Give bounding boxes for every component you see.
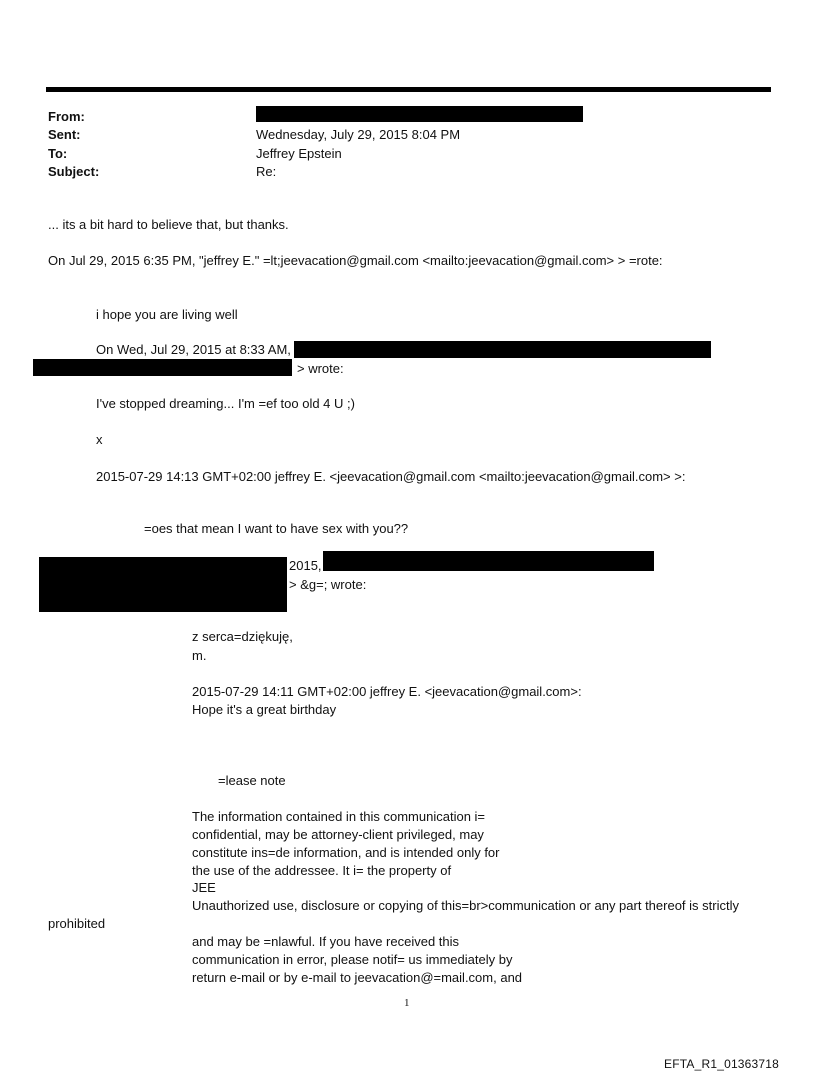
- to-value: Jeffrey Epstein: [256, 146, 342, 161]
- subject-value: Re:: [256, 164, 277, 179]
- disclaimer-line-10: return e-mail or by e-mail to jeevacation@=mail.com, and: [192, 970, 523, 985]
- quote1-line-6: 2015-07-29 14:13 GMT+02:00 jeffrey E. <jeevacation@gmail.com <mailto:jeevacation@gmail.com> >:: [96, 469, 686, 484]
- header-rule: [46, 87, 771, 92]
- redacted-block-3: [39, 557, 287, 612]
- disclaimer-line-3: constitute ins=de information, and is intended only for: [192, 845, 500, 860]
- quote3-line-3: 2015-07-29 14:11 GMT+02:00 jeffrey E. <jeevacation@gmail.com>:: [192, 684, 582, 699]
- document-id: EFTA_R1_01363718: [664, 1057, 780, 1071]
- quote2-line-2: 2015,: [289, 558, 322, 573]
- sent-value: Wednesday, July 29, 2015 8:04 PM: [256, 127, 461, 142]
- quote1-line-5: x: [96, 432, 103, 447]
- quote3-line-5: =lease note: [218, 773, 286, 788]
- quote1-line-4: I've stopped dreaming... I'm =ef too old 4 U ;): [96, 396, 355, 411]
- disclaimer-line-8: and may be =nlawful. If you have received this: [192, 934, 460, 949]
- quote2-line-3: > &g=; wrote:: [289, 577, 367, 592]
- quote1-line-3: > wrote:: [297, 361, 344, 376]
- disclaimer-line-6: Unauthorized use, disclosure or copying of this=br>communication or any part thereof is strictly: [192, 898, 739, 913]
- quote1-line-2: On Wed, Jul 29, 2015 at 8:33 AM,: [96, 342, 291, 357]
- disclaimer-line-7: prohibited: [48, 916, 106, 931]
- body-line-1: ... its a bit hard to believe that, but thanks.: [48, 217, 289, 232]
- quote1-line-1: i hope you are living well: [96, 307, 238, 322]
- disclaimer-line-5: JEE: [192, 880, 216, 895]
- disclaimer-line-9: communication in error, please notif= us immediately by: [192, 952, 513, 967]
- from-label: From:: [48, 109, 85, 124]
- body-line-2: On Jul 29, 2015 6:35 PM, "jeffrey E." =lt;jeevacation@gmail.com <mailto:jeevacation@gmail.com> > =rote:: [48, 253, 663, 268]
- sent-label: Sent:: [48, 127, 81, 142]
- disclaimer-line-4: the use of the addressee. It i= the property of: [192, 863, 452, 878]
- redacted-sender: [256, 106, 583, 122]
- subject-label: Subject:: [48, 164, 100, 179]
- quote3-line-2: m.: [192, 648, 207, 663]
- disclaimer-line-1: The information contained in this communication i=: [192, 809, 486, 824]
- quote3-line-1: z serca=dziękuję,: [192, 629, 293, 644]
- quote2-line-1: =oes that mean I want to have sex with you??: [144, 521, 409, 536]
- redacted-block-4: [323, 551, 654, 571]
- redacted-block-2: [33, 359, 292, 376]
- redacted-block-1: [294, 341, 711, 358]
- disclaimer-line-2: confidential, may be attorney-client privileged, may: [192, 827, 484, 842]
- page-number: 1: [404, 997, 410, 1009]
- to-label: To:: [48, 146, 68, 161]
- quote3-line-4: Hope it's a great birthday: [192, 702, 337, 717]
